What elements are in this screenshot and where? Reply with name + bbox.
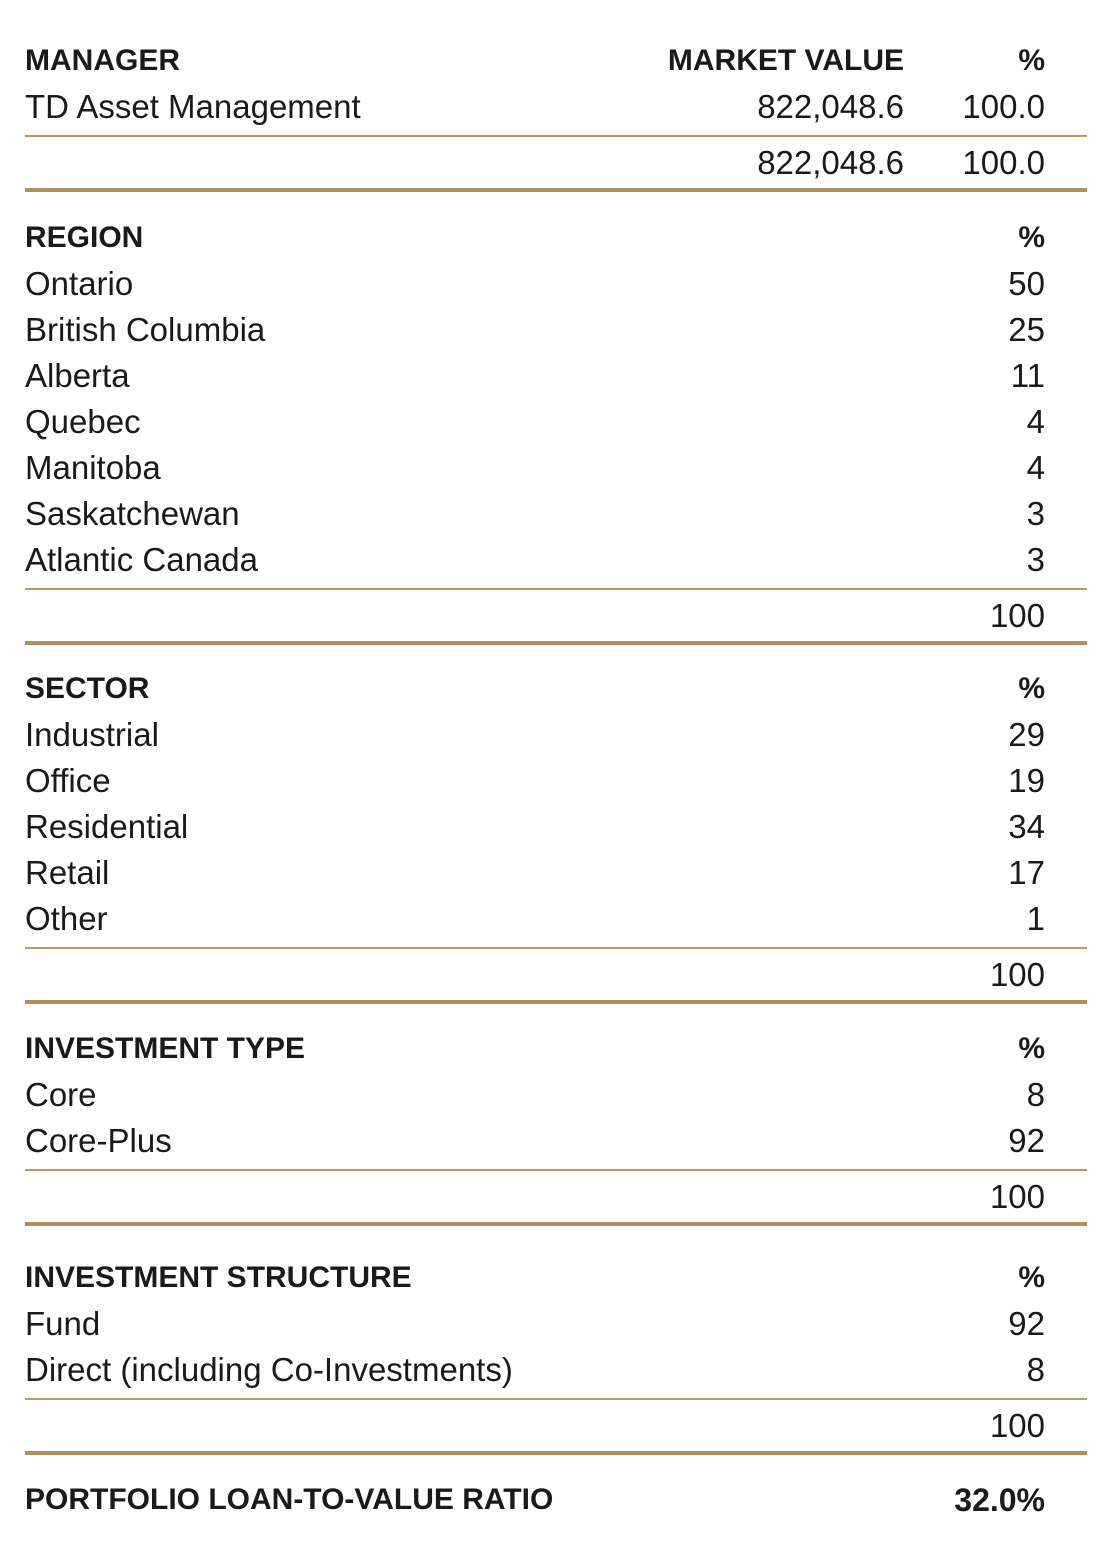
section-divider xyxy=(25,1000,1087,1004)
sector-pct-header: % xyxy=(1018,672,1045,705)
investment-type-pct: 8 xyxy=(1026,1076,1045,1113)
table-row xyxy=(25,537,1087,583)
table-row xyxy=(25,399,1087,445)
table-row xyxy=(25,804,1087,850)
investment-structure-label: Direct (including Co-Investments) xyxy=(25,1351,513,1388)
manager-market-value: 822,048.6 xyxy=(757,88,904,125)
total-row xyxy=(25,1174,1087,1220)
divider xyxy=(25,947,1087,949)
sector-pct: 34 xyxy=(1008,808,1045,845)
sector-label: Other xyxy=(25,900,108,937)
table-row xyxy=(25,261,1087,307)
region-pct: 11 xyxy=(1010,357,1045,394)
table-row xyxy=(25,1347,1087,1393)
investment-type-header-row xyxy=(25,1026,1087,1072)
table-row xyxy=(25,758,1087,804)
sector-label: Retail xyxy=(25,854,110,891)
investment-structure-pct-header: % xyxy=(1018,1261,1045,1294)
sector-pct: 17 xyxy=(1008,854,1045,891)
table-row xyxy=(25,1301,1087,1347)
table-row xyxy=(25,353,1087,399)
section-divider xyxy=(25,641,1087,645)
table-row xyxy=(25,445,1087,491)
region-label: Quebec xyxy=(25,403,141,440)
table-row xyxy=(25,307,1087,353)
investment-type-label: Core xyxy=(25,1076,97,1113)
region-pct-header: % xyxy=(1018,221,1045,254)
investment-structure-header: INVESTMENT STRUCTURE xyxy=(25,1261,412,1294)
region-pct: 50 xyxy=(1008,265,1045,302)
investment-structure-label: Fund xyxy=(25,1305,101,1342)
region-label: British Columbia xyxy=(25,311,266,348)
table-row xyxy=(25,896,1087,942)
divider xyxy=(25,1169,1087,1171)
table-row xyxy=(25,712,1087,758)
manager-section xyxy=(25,38,1087,192)
sector-total: 100 xyxy=(989,956,1045,993)
sector-pct: 19 xyxy=(1008,762,1045,799)
region-pct: 3 xyxy=(1026,541,1045,578)
region-label: Alberta xyxy=(25,357,130,394)
investment-type-label: Core-Plus xyxy=(25,1122,172,1159)
section-divider xyxy=(25,188,1087,192)
ltv-section xyxy=(25,1477,1087,1523)
region-label: Manitoba xyxy=(25,449,161,486)
manager-total-pct: 100.0 xyxy=(962,144,1045,181)
total-row xyxy=(25,952,1087,998)
total-row xyxy=(25,140,1087,186)
table-row xyxy=(25,1118,1087,1164)
investment-structure-pct: 8 xyxy=(1026,1351,1045,1388)
divider xyxy=(25,1398,1087,1400)
sector-header: SECTOR xyxy=(25,672,150,705)
section-divider xyxy=(25,1451,1087,1455)
table-row xyxy=(25,84,1087,130)
sector-header-row xyxy=(25,666,1087,712)
region-pct: 4 xyxy=(1026,449,1045,486)
total-row xyxy=(25,593,1087,639)
market-value-header: MARKET VALUE xyxy=(667,44,904,77)
region-pct: 4 xyxy=(1026,403,1045,440)
investment-type-header: INVESTMENT TYPE xyxy=(25,1032,306,1065)
region-header-row xyxy=(25,215,1087,261)
ltv-value: 32.0% xyxy=(954,1482,1045,1518)
section-divider xyxy=(25,1222,1087,1226)
sector-pct: 1 xyxy=(1026,900,1045,937)
sector-pct: 29 xyxy=(1008,716,1045,753)
manager-header: MANAGER xyxy=(25,44,180,77)
manager-header-row xyxy=(25,38,1087,84)
investment-structure-pct: 92 xyxy=(1008,1305,1045,1342)
table-row xyxy=(25,1072,1087,1118)
investment-type-total: 100 xyxy=(989,1178,1045,1215)
sector-label: Office xyxy=(25,762,111,799)
table-row xyxy=(25,850,1087,896)
divider xyxy=(25,135,1087,137)
investment-type-section xyxy=(25,1026,1087,1226)
sector-label: Residential xyxy=(25,808,189,845)
manager-total-market-value: 822,048.6 xyxy=(757,144,904,181)
region-pct: 3 xyxy=(1026,495,1045,532)
sector-section xyxy=(25,666,1087,1004)
region-total: 100 xyxy=(989,597,1045,634)
region-label: Atlantic Canada xyxy=(25,541,258,578)
investment-structure-header-row xyxy=(25,1255,1087,1301)
investment-type-pct-header: % xyxy=(1018,1032,1045,1065)
manager-name: TD Asset Management xyxy=(25,88,361,125)
investment-type-pct: 92 xyxy=(1008,1122,1045,1159)
investment-structure-total: 100 xyxy=(989,1407,1045,1444)
ltv-label: PORTFOLIO LOAN-TO-VALUE RATIO xyxy=(25,1483,554,1516)
investment-structure-section xyxy=(25,1255,1087,1455)
ltv-row xyxy=(25,1477,1087,1523)
sector-label: Industrial xyxy=(25,716,159,753)
divider xyxy=(25,588,1087,590)
manager-pct: 100.0 xyxy=(962,88,1045,125)
total-row xyxy=(25,1403,1087,1449)
region-header: REGION xyxy=(25,221,144,254)
region-label: Ontario xyxy=(25,265,134,302)
region-label: Saskatchewan xyxy=(25,495,240,532)
manager-pct-header: % xyxy=(1018,44,1045,77)
region-pct: 25 xyxy=(1008,311,1045,348)
region-section xyxy=(25,215,1087,645)
table-row xyxy=(25,491,1087,537)
